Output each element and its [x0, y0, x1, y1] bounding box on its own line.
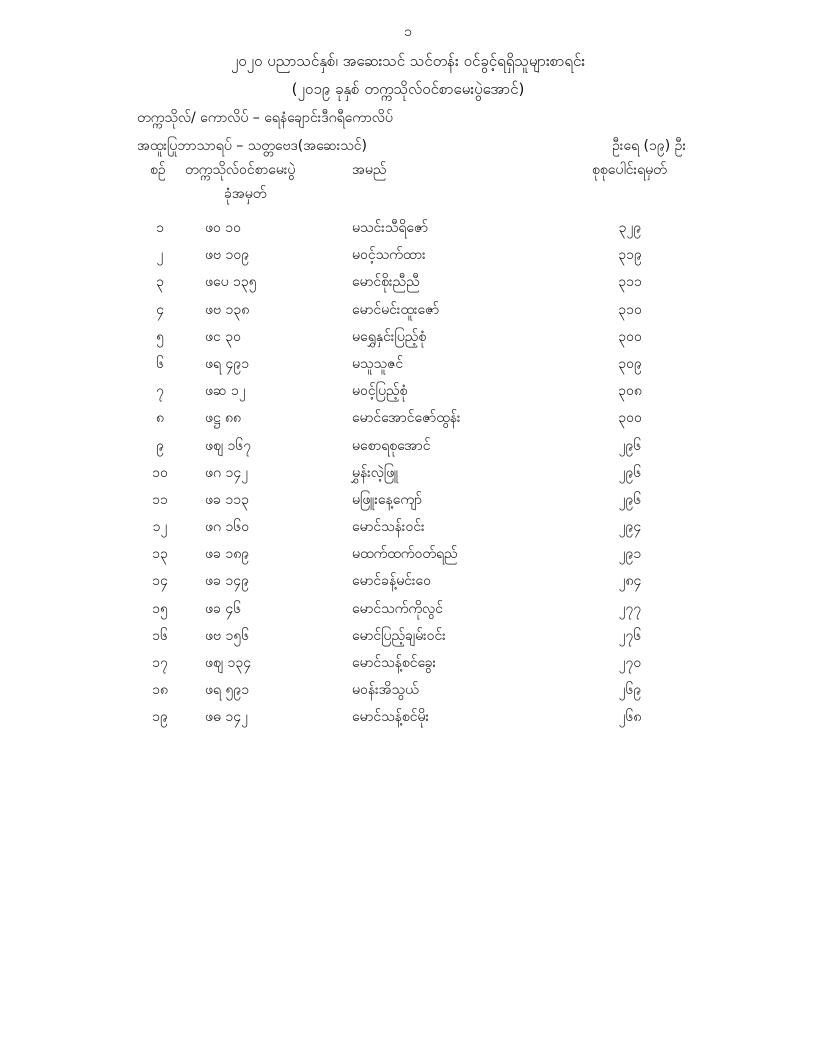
table-row	[0, 599, 816, 626]
roll-number: ဖဂ ၁၄၂	[205, 464, 249, 481]
student-name: မရွှေနှင်းပြည့်စုံ	[352, 328, 427, 345]
page-number: ၁	[404, 24, 412, 40]
total-marks: ၂၆၉	[618, 682, 642, 699]
header-no: စဉ်	[150, 162, 166, 178]
student-name: မစောရစုအောင်	[352, 437, 431, 454]
header-roll: တက္ကသိုလ်ဝင်စာမေးပွဲ	[185, 162, 296, 178]
row-number: ၁၄	[152, 573, 168, 590]
total-marks: ၃၀၀	[618, 328, 642, 345]
student-name: မဝင့်ပြည့်စုံ	[352, 383, 408, 400]
total-marks: ၂၉၆	[618, 437, 642, 454]
total-marks: ၂၈၄	[618, 573, 642, 590]
roll-number: ဖဗ ၁၃၈	[205, 301, 250, 318]
major-line: အထူးပြုဘာသာရပ် – သတ္တဗေဒ(အဆေးသင်)	[137, 138, 368, 154]
roll-number: ဖခ ၁၁၃	[205, 491, 249, 508]
row-number: ၁၁	[152, 491, 168, 508]
table-row	[0, 381, 816, 408]
student-name: မောင်သန့်စင်ခွေး	[352, 655, 437, 671]
row-number: ၉	[156, 437, 164, 454]
table-row	[0, 680, 816, 707]
roll-number: ဖခ ၄၆	[205, 600, 242, 617]
total-marks: ၂၇၇	[618, 600, 642, 617]
university-line: တက္ကသိုလ်/ ကောလိပ် – ရေနံချောင်းဒီဂရီကောလိပ်	[137, 110, 393, 126]
total-marks: ၂၉၄	[618, 519, 642, 536]
row-number: ၃	[156, 274, 164, 291]
total-marks: ၃၁၀	[618, 301, 642, 318]
table-row	[0, 300, 816, 327]
student-name: မထက်ထက်ဝတ်ရည်	[352, 546, 458, 563]
roll-number: ဖစျ ၁၃၄	[205, 655, 252, 671]
table-row	[0, 707, 816, 734]
student-name: မဝင့်သက်ထား	[352, 247, 426, 264]
student-name: မောင်အောင်ဇော်ထွန်း	[352, 410, 461, 427]
table-row	[0, 490, 816, 517]
table-row	[0, 653, 816, 680]
roll-number: ဖခ ၁၈၉	[205, 546, 250, 563]
student-name: မောင်သက်ကိုလွင်	[352, 600, 443, 617]
row-number: ၁၀	[152, 464, 168, 481]
student-name: မောင်ပြည့်ချမ်းဝင်း	[352, 627, 446, 644]
total-marks: ၂၉၆	[618, 464, 642, 481]
row-number: ၆	[156, 355, 164, 372]
roll-number: ဖဓ ၁၄၂	[205, 709, 248, 726]
row-number: ၁၂	[152, 519, 168, 536]
roll-number: ဖဋ္ဌ ၈၈	[205, 410, 242, 427]
student-name: မသူသူဇင်	[352, 355, 404, 372]
count-line: ဦးရေ (၁၉) ဦး	[612, 138, 686, 154]
table-row	[0, 327, 816, 354]
student-name: မောင်သန့်စင်မိုး	[352, 709, 430, 726]
total-marks: ၃၀၈	[618, 383, 642, 400]
row-number: ၅	[156, 328, 164, 345]
table-row	[0, 517, 816, 544]
table-row	[0, 436, 816, 463]
roll-number: ဖခ ၁၄၉	[205, 573, 249, 590]
header-roll-line2: ခုံအမှတ်	[224, 186, 267, 202]
total-marks: ၂၆၈	[618, 709, 642, 726]
total-marks: ၃၁၉	[618, 247, 642, 264]
student-name: မောင်သန်းဝင်း	[352, 519, 425, 536]
row-number: ၁၇	[152, 655, 168, 671]
row-number: ၁၈	[152, 682, 168, 699]
row-number: ၁၅	[152, 600, 168, 617]
roll-number: ဖဗ ၁၀၉	[205, 247, 250, 264]
total-marks: ၃၁၁	[618, 274, 642, 291]
row-number: ၁၆	[152, 627, 168, 644]
roll-number: ဖရ ၅၉၁	[205, 682, 250, 699]
table-row	[0, 544, 816, 571]
table-row	[0, 408, 816, 435]
total-marks: ၂၇၆	[618, 627, 642, 644]
roll-number: ဖဝ ၁၀	[205, 220, 242, 236]
roll-number: ဖဆ ၁၂	[205, 383, 246, 400]
student-name: မောင်မင်းထူးဇော်	[352, 301, 440, 318]
roll-number: ဖဂ ၁၆၀	[205, 519, 250, 536]
results-table	[0, 218, 816, 735]
student-name: မွှန်းလဲ့ဖြူ	[352, 464, 399, 481]
roll-number: ဖစျ ၁၆၇	[205, 437, 252, 454]
total-marks: ၃၀၀	[618, 410, 642, 427]
student-name: မောင်စိုးညီညီ	[352, 274, 420, 291]
row-number: ၂	[156, 247, 164, 264]
table-row	[0, 218, 816, 245]
total-marks: ၃၀၉	[618, 355, 642, 372]
student-name: မဖြူးနေ့ကျော်	[352, 491, 423, 508]
header-name: အမည်	[352, 162, 387, 178]
table-row	[0, 272, 816, 299]
row-number: ၈	[156, 410, 164, 427]
roll-number: ဖဗ ၁၅၆	[205, 627, 250, 644]
row-number: ၁၃	[152, 546, 168, 563]
student-name: မသင်းသီရိဇော်	[352, 220, 429, 236]
row-number: ၄	[156, 301, 164, 318]
total-marks: ၂၇၀	[618, 655, 642, 671]
student-name: မောင်ခန့်မင်းဝေ	[352, 573, 432, 590]
row-number: ၁၉	[152, 709, 168, 726]
total-marks: ၃၂၉	[618, 220, 642, 236]
document-subtitle: (၂၀၁၉ ခုနှစ် တက္ကသိုလ်ဝင်စာမေးပွဲအောင်)	[291, 80, 525, 98]
row-number: ၁	[156, 220, 164, 236]
total-marks: ၂၉၆	[618, 491, 642, 508]
table-row	[0, 571, 816, 598]
table-row	[0, 626, 816, 653]
table-row	[0, 245, 816, 272]
table-row	[0, 354, 816, 381]
document-title: ၂၀၂၀ ပညာသင်နှစ်၊ အဆေးသင် သင်တန်း ဝင်ခွင့်ရရှိသူများစာရင်း	[230, 52, 586, 70]
roll-number: ဖရ ၄၉၁	[205, 355, 250, 372]
row-number: ၇	[156, 383, 164, 400]
total-marks: ၂၉၁	[618, 546, 642, 563]
table-row	[0, 463, 816, 490]
student-name: မဝန်းအိသွယ်	[352, 682, 419, 699]
header-marks: စုစုပေါင်းရမှတ်	[592, 162, 667, 178]
roll-number: ဖင ၃၀	[205, 328, 241, 345]
roll-number: ဖပေ ၁၃၅	[205, 274, 257, 291]
